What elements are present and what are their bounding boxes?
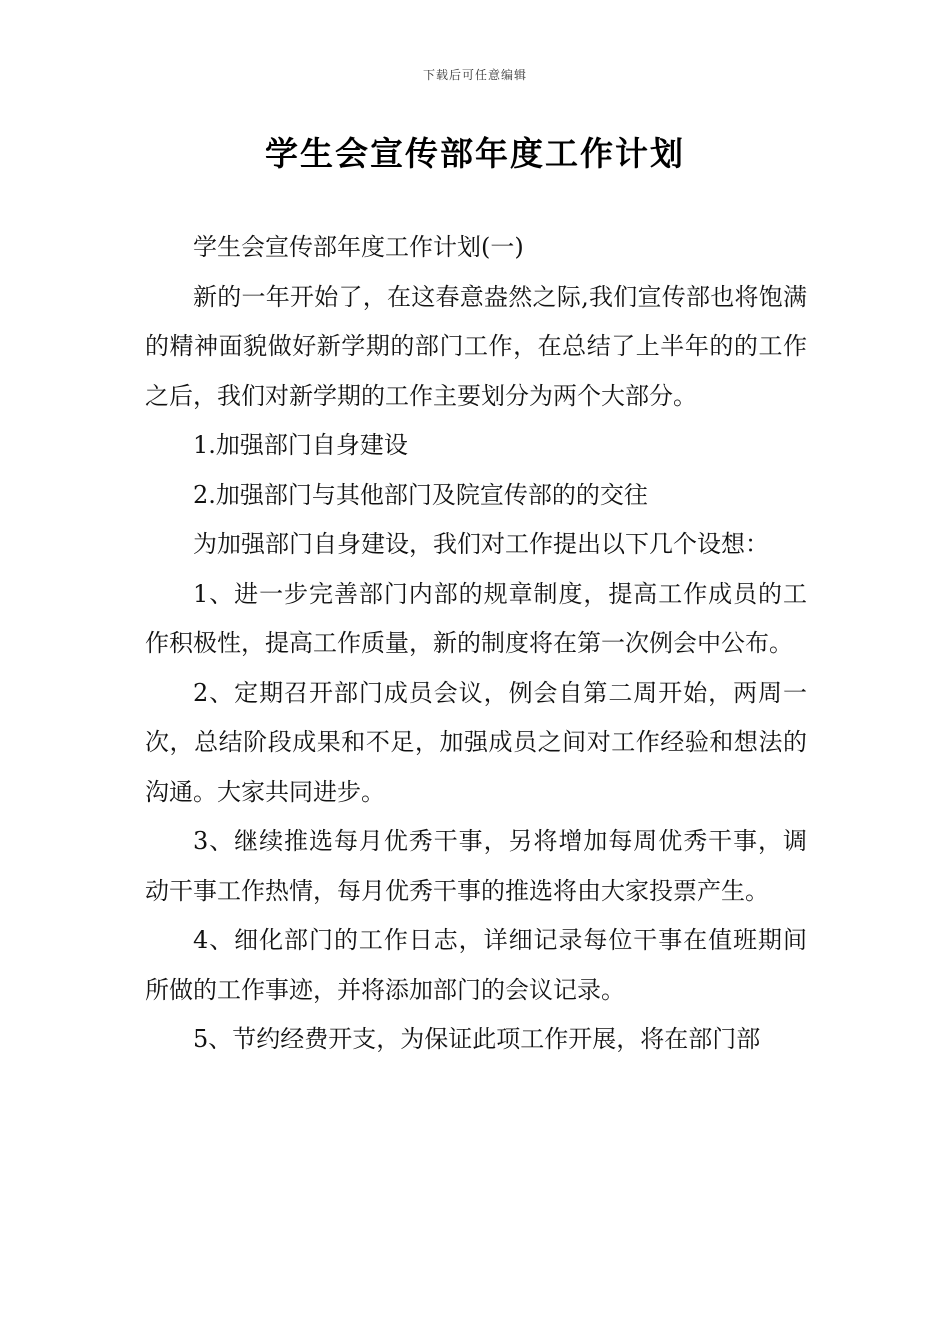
- paragraph-lead: 为加强部门自身建设，我们对工作提出以下几个设想：: [193, 530, 769, 558]
- paragraph-intro: 新的一年开始了，在这春意盎然之际,我们宣传部也将饱满的精神面貌做好新学期的部门工作，在总结了上半年的的工作之后，我们对新学期的工作主要划分为两个大部分。: [145, 282, 807, 410]
- paragraph-point-1: 1、进一步完善部门内部的规章制度，提高工作成员的工作积极性，提高工作质量，新的制度将在第一次例会中公布。: [145, 579, 807, 657]
- paragraph-point-5: 5、节约经费开支，为保证此项工作开展，将在部门部: [193, 1025, 761, 1053]
- paragraph-subtitle: 学生会宣传部年度工作计划(一): [193, 233, 524, 261]
- paragraph-point-3: 3、继续推选每月优秀干事，另将增加每周优秀干事，调动干事工作热情，每月优秀干事的推选将由大家投票产生。: [145, 827, 807, 905]
- paragraph-item-2: 2.加强部门与其他部门及院宣传部的的交往: [193, 480, 648, 509]
- document-title: 学生会宣传部年度工作计划: [265, 134, 685, 173]
- paragraph-point-2: 2、定期召开部门成员会议，例会自第二周开始，两周一次，总结阶段成果和不足，加强成员之间对工作经验和想法的沟通。大家共同进步。: [145, 678, 807, 806]
- document-body: [145, 223, 807, 1065]
- paragraph-point-4: 4、细化部门的工作日志，详细记录每位干事在值班期间所做的工作事迹，并将添加部门的会议记录。: [145, 926, 807, 1004]
- header-note: 下载后可任意编辑: [422, 68, 527, 82]
- paragraph-item-1: 1.加强部门自身建设: [193, 431, 408, 459]
